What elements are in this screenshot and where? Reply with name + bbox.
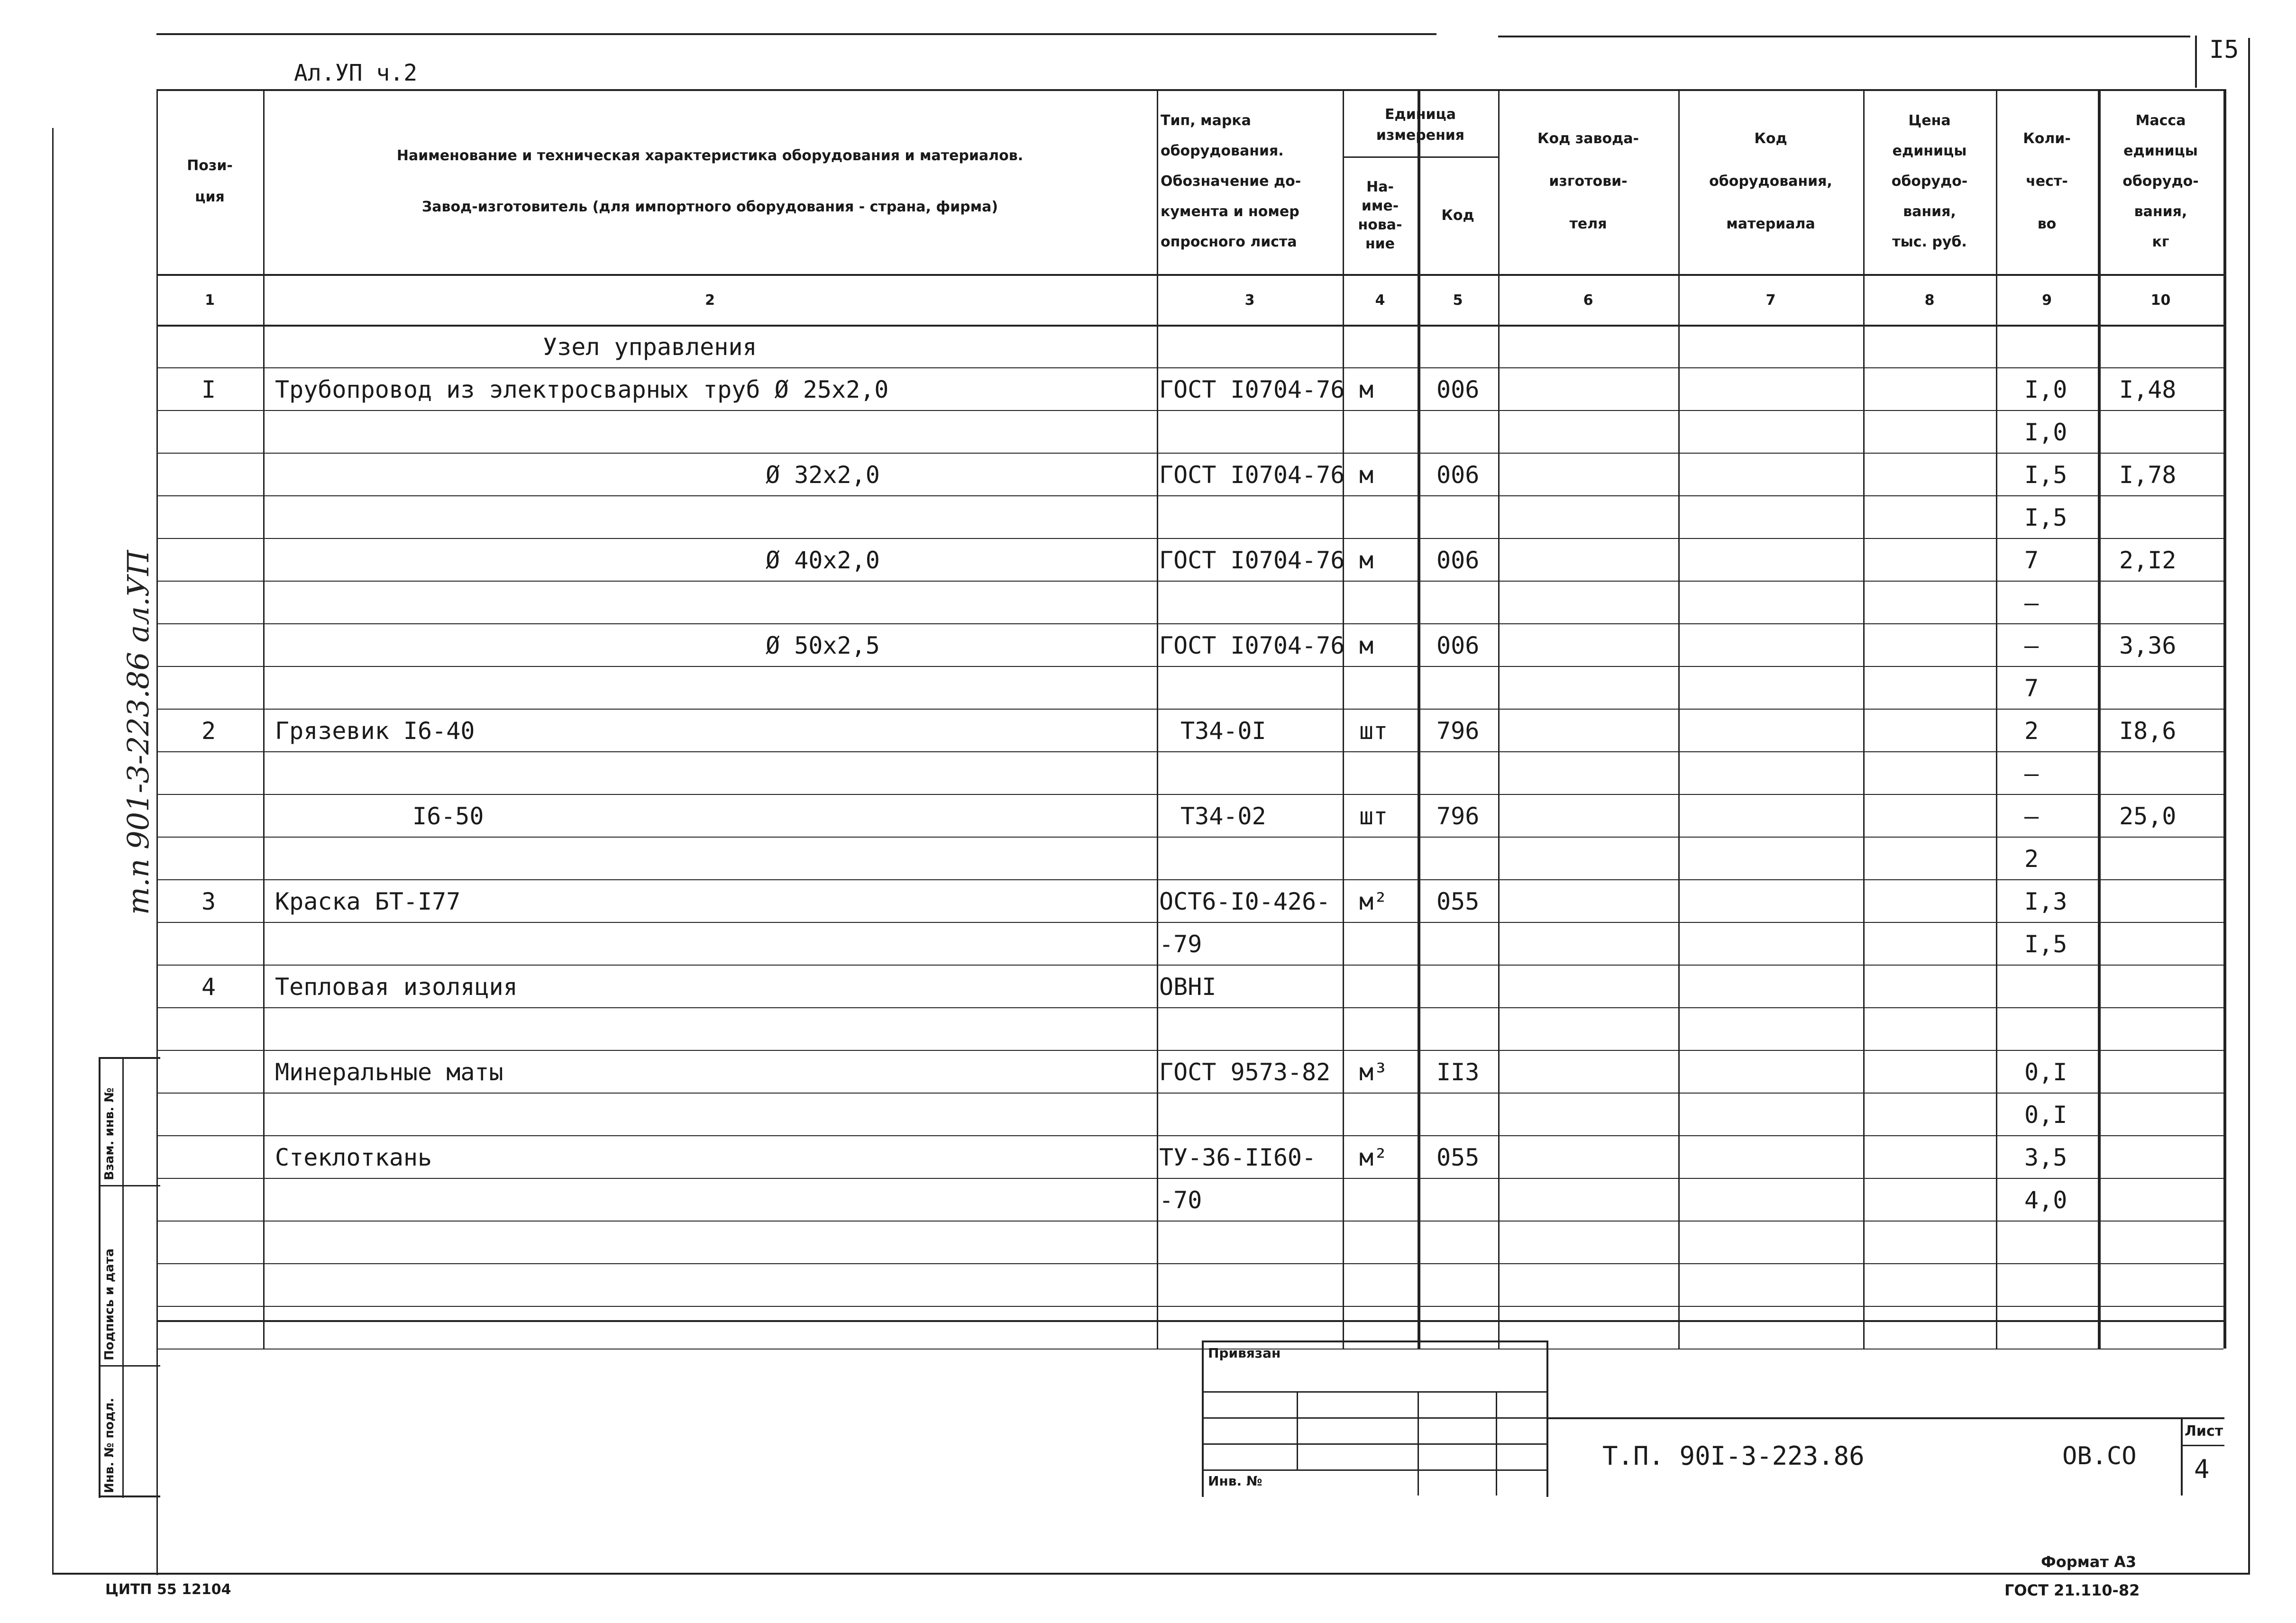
row-type: ОСТ6-I0-426- (1159, 888, 1331, 915)
side-stamp-inv-podl: Инв. № подл. (102, 1397, 117, 1493)
row-quantity: I,0 (2024, 419, 2067, 446)
row-unit: шт (1359, 802, 1388, 830)
row-quantity: – (2024, 632, 2039, 659)
frame-right-line (2248, 38, 2250, 1574)
row-quantity: – (2024, 589, 2039, 617)
row-name: Минеральные маты (275, 1058, 503, 1086)
row-quantity: – (2024, 802, 2039, 830)
row-unit: м (1359, 461, 1374, 489)
row-code: 006 (1436, 461, 1480, 489)
row-code: 006 (1436, 376, 1480, 403)
row-type: ГОСТ I0704-76 (1159, 547, 1345, 574)
title-block-col1 (1297, 1391, 1298, 1469)
row-line (156, 410, 2223, 411)
row-line (156, 581, 2223, 582)
numbers-bottom-border (156, 325, 2223, 327)
row-line (156, 965, 2223, 966)
row-code: 796 (1436, 717, 1480, 745)
column-number-10: 10 (2150, 292, 2171, 309)
row-type: -70 (1159, 1186, 1202, 1214)
header-type: Тип, марка оборудования. Обозначение до- кумента и номер опросного листа (1161, 112, 1301, 250)
row-line (156, 1007, 2223, 1008)
row-name: Ø 50x2,5 (766, 632, 880, 659)
footer-standard: ГОСТ 21.110-82 (2004, 1581, 2140, 1599)
header-equipment-code: Код оборудования, материала (1709, 130, 1832, 232)
row-line (156, 1178, 2223, 1179)
row-line (156, 837, 2223, 838)
frame-left-line (52, 128, 54, 1574)
row-type: -79 (1159, 930, 1202, 958)
header-price: Цена единицы оборудо- вания, тыс. руб. (1891, 112, 1968, 250)
column-number-6: 6 (1583, 292, 1593, 309)
row-quantity: 2 (2024, 717, 2039, 745)
row-name: Тепловая изоляция (275, 973, 518, 1001)
row-quantity: I,5 (2024, 930, 2067, 958)
side-stamp-top (99, 1057, 160, 1059)
row-quantity: I,3 (2024, 888, 2067, 915)
row-line (156, 453, 2223, 454)
header-unit-code: Код (1441, 207, 1474, 224)
sheet-box-mid (2181, 1445, 2224, 1446)
row-line (156, 1263, 2223, 1264)
row-quantity: 7 (2024, 547, 2039, 574)
row-type: Т34-02 (1180, 802, 1266, 830)
row-code: 055 (1436, 888, 1480, 915)
side-stamp-replace-inv: Взам. инв. № (102, 1087, 117, 1180)
table-top-border (156, 89, 2223, 91)
row-code: II3 (1436, 1058, 1480, 1086)
row-quantity: I,5 (2024, 461, 2067, 489)
row-name: Трубопровод из электросварных труб Ø 25x2,0 (275, 376, 889, 403)
row-line (156, 623, 2223, 624)
column-number-9: 9 (2042, 292, 2052, 309)
row-type: ГОСТ I0704-76 (1159, 376, 1345, 403)
column-number-1: 1 (205, 292, 215, 309)
row-type: ГОСТ 9573-82 (1159, 1058, 1331, 1086)
row-quantity: – (2024, 760, 2039, 787)
row-line (156, 495, 2223, 496)
row-quantity: I,5 (2024, 504, 2067, 531)
side-stamp-div1 (99, 1185, 160, 1186)
frame-top-line-right (1498, 36, 2190, 37)
row-quantity: 0,I (2024, 1058, 2067, 1086)
row-name: Краска БТ-I77 (275, 888, 461, 915)
frame-top-line-left (156, 33, 1436, 35)
header-position: Пози- ция (187, 157, 233, 205)
side-stamp-signature-date: Подпись и дата (102, 1248, 117, 1360)
sheet-label: Лист (2185, 1423, 2223, 1440)
title-block-top (1202, 1340, 1548, 1342)
row-name: Грязевик I6-40 (275, 717, 475, 745)
title-block-col2 (1418, 1391, 1419, 1495)
row-type: ТУ-36-II60- (1159, 1144, 1317, 1171)
column-number-7: 7 (1765, 292, 1776, 309)
row-quantity: 3,5 (2024, 1144, 2067, 1171)
column-line-10 (2223, 89, 2226, 1349)
row-mass: 25,0 (2119, 802, 2177, 830)
row-name: Ø 32x2,0 (766, 461, 880, 489)
row-quantity: 0,I (2024, 1101, 2067, 1129)
row-type: ГОСТ I0704-76 (1159, 461, 1345, 489)
row-code: 006 (1436, 547, 1480, 574)
header-unit-group: Единица измерения (1376, 106, 1465, 144)
table-bottom-border (156, 1320, 2226, 1322)
header-name: Наименование и техническая характеристика оборудования и материалов. Завод-изготовитель (для импортного оборудования - страна, фирма) (396, 147, 1024, 215)
footer-left: ЦИТП 55 12104 (105, 1581, 231, 1598)
row-line (156, 879, 2223, 880)
row-unit: м² (1359, 1144, 1388, 1171)
row-name: Узел управления (543, 333, 757, 361)
row-line (156, 1306, 2223, 1307)
header-mass: Масса единицы оборудо- вания, кг (2122, 112, 2199, 250)
corner-box-left (2195, 36, 2197, 88)
row-mass: I8,6 (2119, 717, 2177, 745)
row-line (156, 751, 2223, 752)
row-name: Стеклоткань (275, 1144, 432, 1171)
bound-label: Привязан (1208, 1345, 1281, 1361)
row-type: Т34-0I (1180, 717, 1266, 745)
row-line (156, 709, 2223, 710)
row-unit: м² (1359, 888, 1388, 915)
document-mark: ОВ.СО (2062, 1442, 2137, 1470)
row-quantity: 7 (2024, 675, 2039, 702)
row-code: 796 (1436, 802, 1480, 830)
row-line (156, 1093, 2223, 1094)
row-type: ОВНI (1159, 973, 1217, 1001)
column-number-5: 5 (1453, 292, 1463, 309)
frame-bottom-line (52, 1573, 2250, 1575)
row-quantity: 4,0 (2024, 1186, 2067, 1214)
row-position: 3 (201, 888, 216, 915)
row-line (156, 1135, 2223, 1136)
sheet-box-left (2181, 1417, 2183, 1495)
row-code: 006 (1436, 632, 1480, 659)
row-line (156, 1050, 2223, 1051)
sheet-corner-number: I5 (2209, 36, 2239, 64)
row-quantity: I,0 (2024, 376, 2067, 403)
left-margin-note: т.п 901-3-223.86 ал.УП (121, 550, 156, 915)
column-number-8: 8 (1924, 292, 1935, 309)
row-position: I (201, 376, 216, 403)
row-mass: 3,36 (2119, 632, 2177, 659)
row-line (156, 367, 2223, 368)
row-type: ГОСТ I0704-76 (1159, 632, 1345, 659)
header-unit-name: На- име- нова- ние (1358, 179, 1402, 252)
side-stamp-div2 (99, 1365, 160, 1367)
row-mass: I,48 (2119, 376, 2177, 403)
column-number-2: 2 (705, 292, 715, 309)
sheet-number: 4 (2194, 1454, 2210, 1484)
row-name: Ø 40x2,0 (766, 547, 880, 574)
row-line (156, 922, 2223, 923)
row-line (156, 538, 2223, 539)
inv-label: Инв. № (1208, 1473, 1262, 1489)
title-block-col3 (1496, 1391, 1497, 1495)
header-quantity: Коли- чест- во (2023, 130, 2071, 232)
header-plant-code: Код завода- изготови- теля (1537, 130, 1639, 232)
row-unit: м (1359, 632, 1374, 659)
row-unit: м³ (1359, 1058, 1388, 1086)
row-unit: шт (1359, 717, 1388, 745)
side-stamp-bottom (99, 1495, 160, 1497)
column-number-4: 4 (1375, 292, 1385, 309)
row-mass: 2,I2 (2119, 547, 2177, 574)
column-number-3: 3 (1244, 292, 1255, 309)
row-unit: м (1359, 376, 1374, 403)
row-line (156, 1221, 2223, 1222)
row-mass: I,78 (2119, 461, 2177, 489)
side-stamp-left (99, 1057, 101, 1498)
side-stamp-inner (122, 1057, 124, 1498)
title-block-left (1202, 1340, 1204, 1497)
row-unit: м (1359, 547, 1374, 574)
row-position: 2 (201, 717, 216, 745)
document-code: Т.П. 90I-3-223.86 (1602, 1441, 1865, 1471)
row-line (156, 794, 2223, 795)
row-code: 055 (1436, 1144, 1480, 1171)
footer-format: Формат А3 (2041, 1553, 2137, 1571)
row-position: 4 (201, 973, 216, 1001)
album-label: Ал.УП ч.2 (294, 60, 418, 86)
row-quantity: 2 (2024, 845, 2039, 873)
main-stamp-top (1546, 1417, 2224, 1419)
row-line (156, 666, 2223, 667)
row-name: I6-50 (412, 802, 484, 830)
